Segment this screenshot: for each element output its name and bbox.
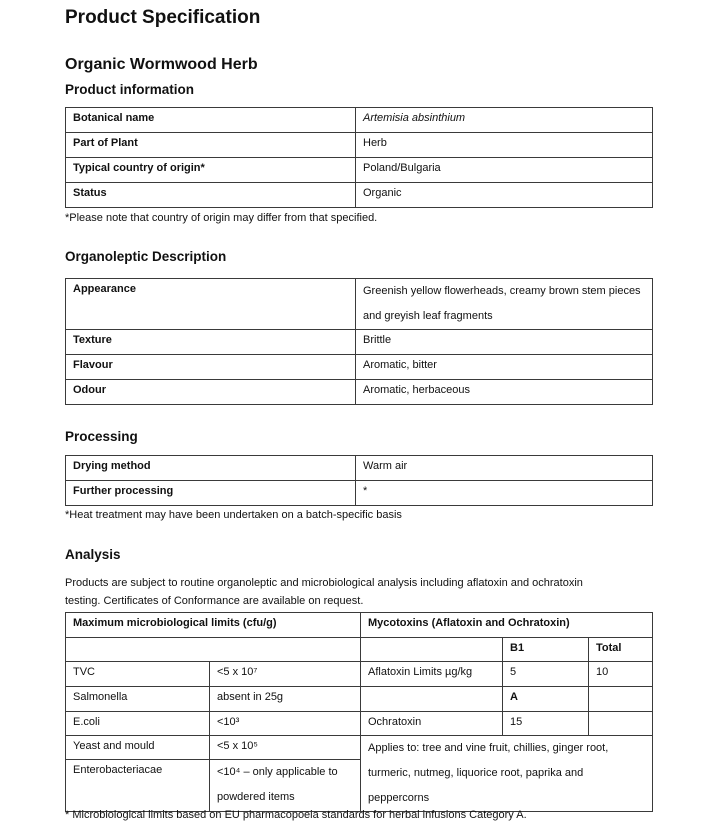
table-row (66, 330, 653, 355)
aflatoxin-label: Aflatoxin Limits µg/kg (361, 662, 503, 687)
row-value: Poland/Bulgaria (356, 158, 653, 183)
row-value: Aromatic, bitter (356, 355, 653, 380)
category-value: A (503, 687, 589, 712)
column-header-total: Total (589, 638, 653, 662)
row-label: Typical country of origin* (66, 158, 356, 183)
micro-limits-header: Maximum microbiological limits (cfu/g) (66, 613, 361, 638)
table-row (66, 133, 653, 158)
analysis-intro (65, 574, 583, 610)
footnote-origin: *Please note that country of origin may differ from that specified. (65, 212, 378, 224)
footnote-heat-treatment: *Heat treatment may have been undertaken on a batch-specific basis (65, 509, 402, 521)
processing-table (65, 455, 653, 506)
row-value: Aromatic, herbaceous (356, 380, 653, 405)
product-info-table (65, 107, 653, 208)
row-value: Herb (356, 133, 653, 158)
table-row (66, 712, 653, 736)
row-label: Appearance (66, 279, 356, 330)
ochratoxin-b1-value: 15 (503, 712, 589, 736)
table-row (66, 662, 653, 687)
aflatoxin-total-value: 10 (589, 662, 653, 687)
mycotoxins-header: Mycotoxins (Aflatoxin and Ochratoxin) (361, 613, 653, 638)
organism-limit: <5 x 10⁵ (210, 736, 361, 760)
row-label: Botanical name (66, 108, 356, 133)
applies-to-note: Applies to: tree and vine fruit, chillies, ginger root, turmeric, nutmeg, liquorice root, paprika and peppercorns (361, 736, 653, 812)
section-heading-organoleptic: Organoleptic Description (65, 249, 227, 264)
organism-limit: absent in 25g (210, 687, 361, 712)
row-value: Warm air (356, 456, 653, 481)
ochratoxin-label: Ochratoxin (361, 712, 503, 736)
table-row (66, 380, 653, 405)
table-row (66, 481, 653, 506)
empty-cell (589, 712, 653, 736)
organism-limit: <10³ (210, 712, 361, 736)
row-value: Greenish yellow flowerheads, creamy brown stem pieces and greyish leaf fragments (356, 279, 653, 330)
organism-name: E.coli (66, 712, 210, 736)
table-row (66, 158, 653, 183)
organism-name: Enterobacteriacae (66, 760, 210, 812)
section-heading-analysis: Analysis (65, 547, 121, 562)
row-label: Flavour (66, 355, 356, 380)
table-row (66, 613, 653, 638)
organoleptic-table (65, 278, 653, 405)
empty-cell (361, 638, 503, 662)
organism-limit: <10⁴ – only applicable to powdered items (210, 760, 361, 812)
row-label: Part of Plant (66, 133, 356, 158)
organism-limit: <5 x 10⁷ (210, 662, 361, 687)
row-label: Texture (66, 330, 356, 355)
footnote-microbiological: * Microbiological limits based on EU pharmacopoeia standards for herbal infusions Category A. (65, 809, 527, 821)
aflatoxin-b1-value: 5 (503, 662, 589, 687)
table-row (66, 456, 653, 481)
analysis-intro-line: testing. Certificates of Conformance are available on request. (65, 595, 364, 607)
table-row (66, 687, 653, 712)
table-row (66, 355, 653, 380)
column-header-b1: B1 (503, 638, 589, 662)
table-row (66, 108, 653, 133)
table-row (66, 736, 653, 760)
product-heading: Organic Wormwood Herb (65, 56, 258, 73)
table-row (66, 183, 653, 208)
section-heading-product-info: Product information (65, 82, 194, 97)
empty-cell (66, 638, 361, 662)
empty-cell (361, 687, 503, 712)
table-row (66, 638, 653, 662)
doc-title: Product Specification (65, 7, 261, 28)
row-label: Drying method (66, 456, 356, 481)
analysis-table (65, 612, 653, 812)
organism-name: Salmonella (66, 687, 210, 712)
section-heading-processing: Processing (65, 429, 138, 444)
row-value: * (356, 481, 653, 506)
row-value: Artemisia absinthium (356, 108, 653, 133)
row-label: Odour (66, 380, 356, 405)
organism-name: TVC (66, 662, 210, 687)
row-label: Further processing (66, 481, 356, 506)
analysis-intro-line: Products are subject to routine organoleptic and microbiological analysis including aflatoxin and ochratoxin (65, 577, 583, 589)
row-value: Organic (356, 183, 653, 208)
organism-name: Yeast and mould (66, 736, 210, 760)
row-value: Brittle (356, 330, 653, 355)
row-label: Status (66, 183, 356, 208)
empty-cell (589, 687, 653, 712)
table-row (66, 279, 653, 330)
